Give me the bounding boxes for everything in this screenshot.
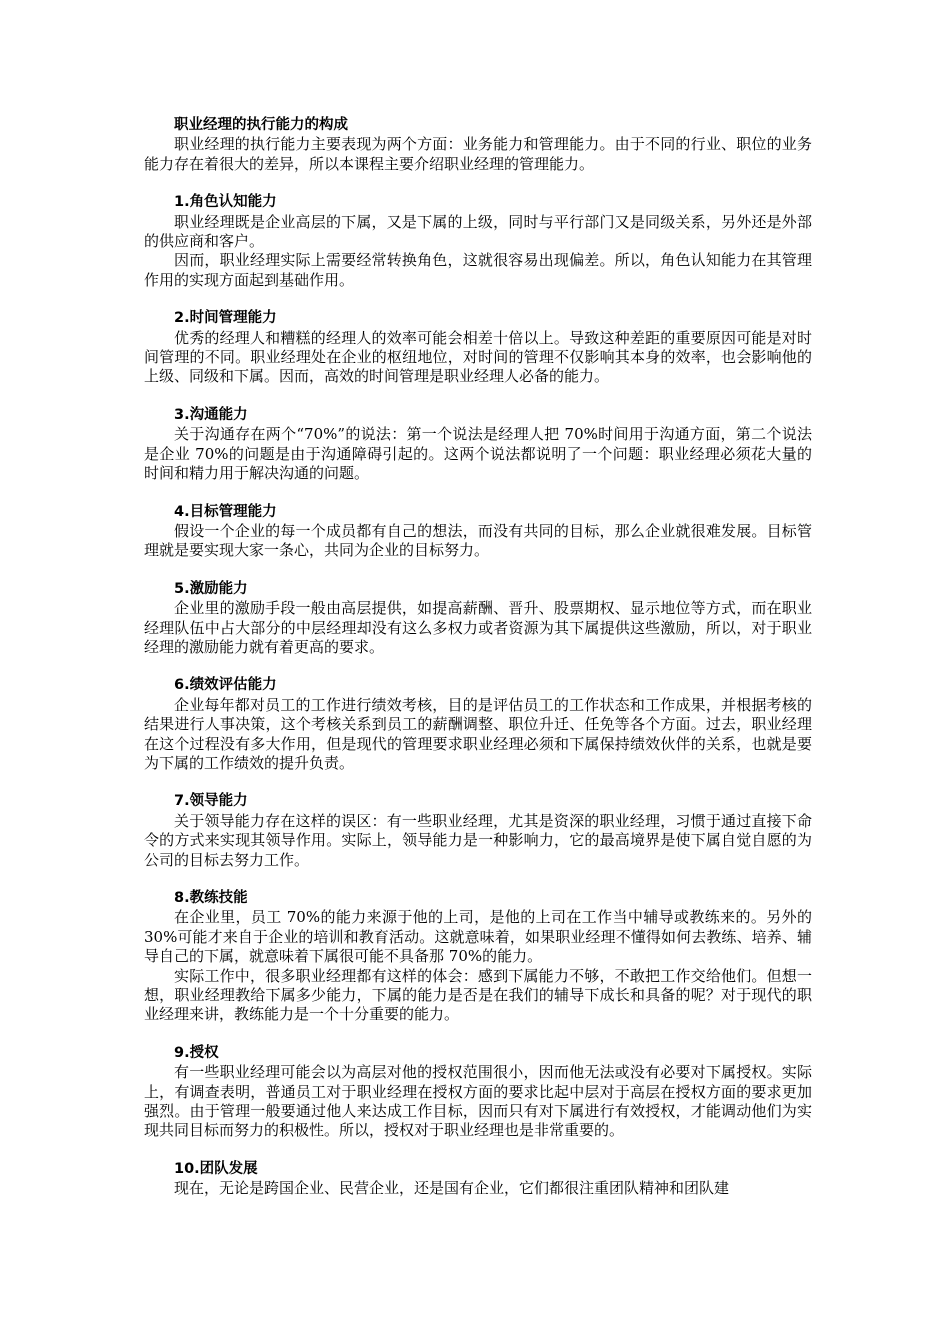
section-paragraph: 企业里的激励手段一般由高层提供，如提高薪酬、晋升、股票期权、显示地位等方式，而在职业经理队伍中占大部分的中层经理却没有这么多权力或者资源为其下属提供这些激励，所以，对于职业经理的激励能力就有着更高的要求。 bbox=[144, 599, 812, 656]
section-heading: 10.团队发展 bbox=[174, 1160, 258, 1177]
section-heading: 9.授权 bbox=[174, 1044, 219, 1061]
section-team-development bbox=[144, 1160, 812, 1199]
section-motivation bbox=[144, 580, 812, 658]
intro-paragraph: 职业经理的执行能力主要表现为两个方面：业务能力和管理能力。由于不同的行业、职位的业务能力存在着很大的差异，所以本课程主要介绍职业经理的管理能力。 bbox=[144, 135, 812, 173]
section-heading: 4.目标管理能力 bbox=[174, 503, 277, 520]
section-paragraph: 有一些职业经理可能会以为高层对他的授权范围很小，因而他无法或没有必要对下属授权。实际上，有调查表明，普通员工对于职业经理在授权方面的要求比起中层对于高层在授权方面的要求更加强烈。由于管理一般要通过他人来达成工作目标，因而只有对下属进行有效授权，才能调动他们为实现共同目标而努力的积极性。所以，授权对于职业经理也是非常重要的。 bbox=[144, 1063, 812, 1140]
section-paragraph: 实际工作中，很多职业经理都有这样的体会：感到下属能力不够，不敢把工作交给他们。但想一想，职业经理教给下属多少能力，下属的能力是否是在我们的辅导下成长和具备的呢？对于现代的职业经理来讲，教练能力是一个十分重要的能力。 bbox=[144, 966, 812, 1024]
section-heading: 2.时间管理能力 bbox=[174, 310, 277, 327]
document-page bbox=[144, 116, 812, 1199]
section-paragraph: 优秀的经理人和糟糕的经理人的效率可能会相差十倍以上。导致这种差距的重要原因可能是对时间管理的不同。职业经理处在企业的枢纽地位，对时间的管理不仅影响其本身的效率，也会影响他的上级、同级和下属。因而，高效的时间管理是职业经理人必备的能力。 bbox=[144, 328, 812, 386]
section-heading: 8.教练技能 bbox=[174, 890, 248, 906]
section-paragraph: 在企业里，员工 70%的能力来源于他的上司，是他的上司在工作当中辅导或教练来的。另外的 30%可能才来自于企业的培训和教育活动。这就意味着，如果职业经理不懂得如何去教练、培养、辅导自己的下属，就意味着下属很可能不具备那 70%的能力。 bbox=[144, 908, 812, 966]
section-paragraph: 因而，职业经理实际上需要经常转换角色，这就很容易出现偏差。所以，角色认知能力在其管理作用的实现方面起到基础作用。 bbox=[144, 251, 812, 289]
section-heading: 5.激励能力 bbox=[174, 580, 248, 597]
document-title: 职业经理的执行能力的构成 bbox=[174, 117, 348, 133]
section-heading: 1.角色认知能力 bbox=[174, 194, 277, 211]
section-paragraph: 企业每年都对员工的工作进行绩效考核，目的是评估员工的工作状态和工作成果，并根据考核的结果进行人事决策，这个考核关系到员工的薪酬调整、职位升迁、任免等各个方面。过去，职业经理在这个过程没有多大作用，但是现代的管理要求职业经理必须和下属保持绩效伙伴的关系，也就是要为下属的工作绩效的提升负责。 bbox=[144, 695, 812, 772]
section-paragraph: 现在，无论是跨国企业、民营企业，还是国有企业，它们都很注重团队精神和团队建 bbox=[174, 1179, 730, 1198]
section-time-management bbox=[144, 309, 812, 387]
section-delegation bbox=[144, 1044, 812, 1141]
section-paragraph: 关于沟通存在两个“70%”的说法：第一个说法是经理人把 70%时间用于沟通方面，第二个说法是企业 70%的问题是由于沟通障碍引起的。这两个说法都说明了一个问题：职业经理必须花大量的时间和精力用于解决沟通的问题。 bbox=[144, 425, 812, 483]
section-paragraph: 假设一个企业的每一个成员都有自己的想法，而没有共同的目标，那么企业就很难发展。目标管理就是要实现大家一条心，共同为企业的目标努力。 bbox=[144, 521, 812, 560]
section-heading: 7.领导能力 bbox=[174, 793, 248, 810]
section-heading: 3.沟通能力 bbox=[174, 406, 248, 423]
section-role-awareness bbox=[144, 193, 812, 290]
section-paragraph: 关于领导能力存在这样的误区：有一些职业经理，尤其是资深的职业经理，习惯于通过直接下命令的方式来实现其领导作用。实际上，领导能力是一种影响力，它的最高境界是使下属自觉自愿的为公司的目标去努力工作。 bbox=[144, 811, 812, 869]
section-paragraph: 职业经理既是企业高层的下属，又是下属的上级，同时与平行部门又是同级关系，另外还是外部的供应商和客户。 bbox=[144, 212, 812, 251]
section-coaching bbox=[144, 889, 812, 1025]
section-goal-management bbox=[144, 503, 812, 561]
section-performance-evaluation bbox=[144, 676, 812, 773]
section-leadership bbox=[144, 792, 812, 870]
section-heading: 6.绩效评估能力 bbox=[174, 677, 277, 694]
section-communication bbox=[144, 406, 812, 484]
